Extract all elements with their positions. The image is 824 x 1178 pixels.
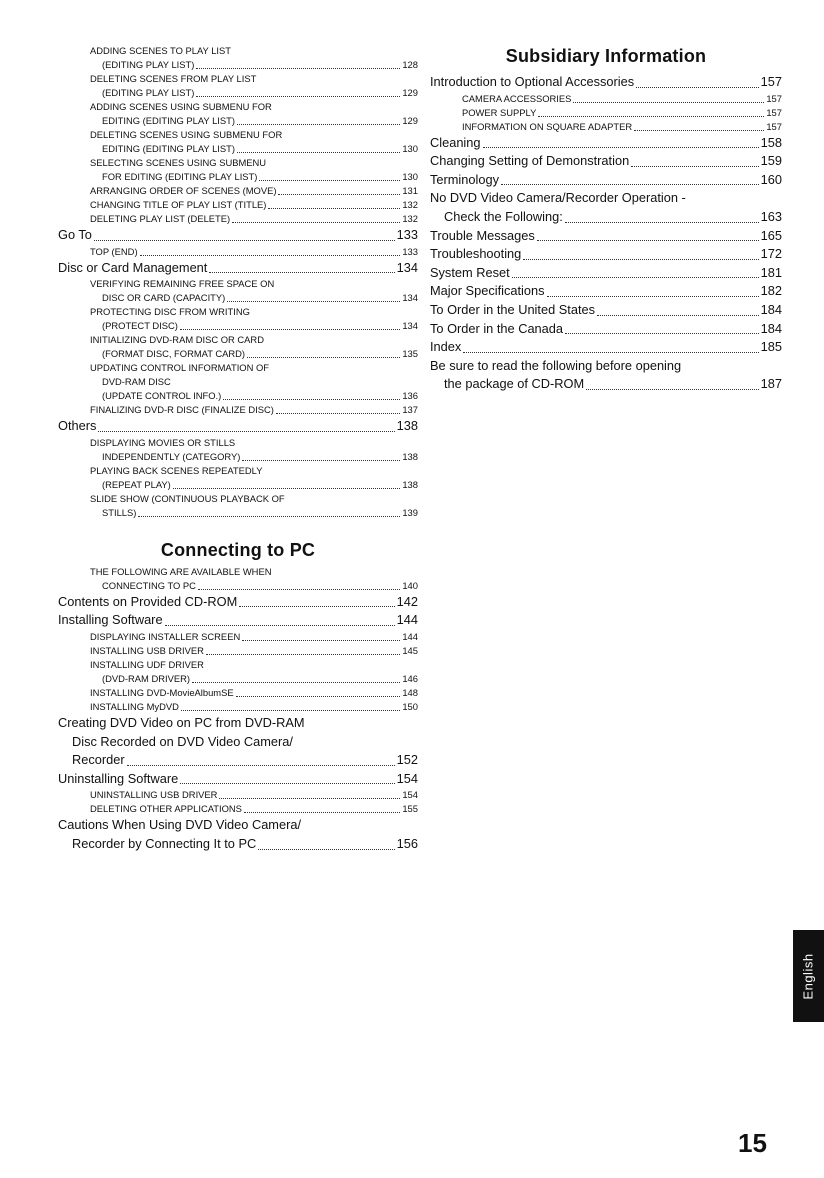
toc-entry-row	[58, 259, 418, 278]
toc-subentry	[58, 277, 418, 305]
toc-entry	[430, 357, 782, 394]
page-number: 15	[738, 1128, 767, 1158]
toc-entry-row	[90, 686, 418, 700]
toc-entry-text: Uninstalling Software	[58, 770, 179, 786]
toc-entry-row	[430, 227, 782, 246]
toc-list-editing	[58, 44, 418, 520]
toc-page-number: 150	[402, 700, 418, 712]
toc-entry-text: DELETING SCENES USING SUBMENU FOR	[90, 129, 283, 140]
dot-leader	[565, 333, 759, 334]
dot-leader	[636, 87, 758, 88]
language-side-tab	[793, 930, 824, 1022]
toc-entry-text: (REPEAT PLAY)	[102, 478, 171, 490]
toc-subentry	[58, 198, 418, 212]
dot-leader	[206, 654, 400, 655]
toc-page-number: 135	[402, 348, 418, 360]
toc-entry	[58, 770, 418, 789]
dot-leader	[196, 96, 400, 97]
toc-entry	[430, 320, 782, 339]
toc-entry-text: STILLS)	[102, 506, 137, 518]
toc-entry-text: Contents on Provided CD-ROM	[58, 593, 238, 609]
toc-entry-text: THE FOLLOWING ARE AVAILABLE WHEN	[90, 565, 272, 577]
toc-entry-text: Others	[58, 418, 97, 434]
toc-page-number: 148	[402, 686, 418, 698]
toc-entry-text: ADDING SCENES TO PLAY LIST	[90, 45, 232, 56]
toc-page-number: 136	[402, 390, 418, 402]
toc-subentry	[58, 44, 418, 72]
toc-entry-row	[90, 478, 418, 492]
toc-entry-row	[90, 184, 418, 198]
toc-entry-text: (EDITING PLAY LIST)	[102, 87, 195, 98]
toc-entry-text: Installing Software	[58, 612, 163, 628]
toc-entry-text: Disc Recorded on DVD Video Camera/	[72, 733, 293, 749]
dot-leader	[196, 68, 400, 69]
toc-entry-row	[90, 403, 418, 417]
toc-entry-text: EDITING (EDITING PLAY LIST)	[102, 143, 236, 154]
toc-subentry	[58, 72, 418, 100]
toc-subentry	[430, 92, 782, 106]
toc-page-number: 144	[402, 630, 418, 642]
toc-entry-row	[90, 788, 418, 802]
toc-page-number: 140	[402, 579, 418, 591]
toc-entry	[430, 134, 782, 153]
toc-entry-text: PROTECTING DISC FROM WRITING	[90, 306, 250, 318]
dot-leader	[242, 460, 400, 461]
toc-entry-text: Terminology	[430, 171, 499, 187]
toc-page-number: 146	[402, 672, 418, 684]
toc-entry-row	[90, 672, 418, 686]
toc-entry-text: DELETING SCENES FROM PLAY LIST	[90, 73, 257, 84]
toc-page-number: 158	[760, 134, 782, 150]
toc-page-number: 134	[402, 292, 418, 304]
toc-entry-text: Recorder by Connecting It to PC	[72, 835, 257, 851]
toc-entry-row	[90, 58, 418, 72]
toc-entry	[58, 816, 418, 853]
dot-leader	[247, 357, 400, 358]
toc-entry-row	[430, 245, 782, 264]
dot-leader	[236, 696, 401, 697]
toc-entry-row	[90, 579, 418, 593]
dot-leader	[94, 240, 395, 241]
toc-entry	[58, 714, 418, 770]
toc-subentry	[58, 686, 418, 700]
dot-leader	[523, 259, 758, 260]
toc-subentry	[58, 403, 418, 417]
language-label: English	[801, 952, 817, 1000]
toc-entry	[430, 189, 782, 226]
dot-leader	[242, 640, 400, 641]
toc-page-number: 132	[402, 199, 418, 210]
toc-entry-text: CAMERA ACCESSORIES	[462, 92, 572, 104]
dot-leader	[239, 606, 394, 607]
toc-page-number: 133	[402, 245, 418, 257]
toc-page-number: 128	[402, 59, 418, 70]
toc-entry-text: Trouble Messages	[430, 227, 535, 243]
toc-entry-text: To Order in the United States	[430, 301, 596, 317]
toc-page-number: 163	[760, 208, 782, 224]
toc-entry	[58, 417, 418, 436]
dot-leader	[237, 152, 400, 153]
toc-entry-row	[430, 375, 782, 394]
dot-leader	[547, 296, 759, 297]
toc-entry-text: INSTALLING MyDVD	[90, 700, 179, 712]
toc-page-number: 187	[760, 376, 782, 392]
toc-entry-row	[430, 171, 782, 190]
toc-page-number: 133	[396, 227, 418, 242]
dot-leader	[463, 352, 758, 353]
toc-entry-row	[90, 291, 418, 305]
toc-entry	[430, 227, 782, 246]
dot-leader	[237, 124, 400, 125]
toc-entry-row	[430, 152, 782, 171]
toc-entry	[430, 264, 782, 283]
dot-leader	[165, 625, 395, 626]
toc-page-number: 138	[402, 450, 418, 462]
toc-entry	[430, 282, 782, 301]
toc-page-number: 154	[396, 770, 418, 786]
right-column	[430, 44, 782, 394]
toc-page-number: 130	[402, 171, 418, 182]
toc-page-number: 154	[402, 789, 418, 801]
toc-entry-row	[462, 106, 782, 120]
toc-entry	[430, 152, 782, 171]
dot-leader	[565, 222, 759, 223]
toc-page-number: 165	[760, 227, 782, 243]
toc-page-number: 134	[402, 320, 418, 332]
toc-entry-text: Creating DVD Video on PC from DVD-RAM	[58, 714, 305, 730]
dot-leader	[631, 166, 758, 167]
toc-subentry	[58, 245, 418, 259]
dot-leader	[483, 147, 759, 148]
toc-subentry	[58, 361, 418, 403]
toc-entry-row	[58, 611, 418, 630]
toc-subentry	[58, 464, 418, 492]
toc-page-number: 139	[402, 506, 418, 518]
toc-entry-text: Recorder	[72, 752, 125, 768]
toc-entry-text: POWER SUPPLY	[462, 106, 537, 118]
toc-entry-text: DELETING OTHER APPLICATIONS	[90, 803, 242, 815]
toc-entry-row	[58, 835, 418, 854]
toc-entry-text: Cautions When Using DVD Video Camera/	[58, 817, 302, 833]
toc-list-connecting-to-pc	[58, 565, 418, 854]
toc-entry-text: FINALIZING DVD-R DISC (FINALIZE DISC)	[90, 404, 274, 416]
toc-entry-row	[90, 212, 418, 226]
toc-page-number: 131	[402, 185, 418, 196]
dot-leader	[232, 222, 400, 223]
dot-leader	[127, 765, 395, 766]
toc-entry-text: (FORMAT DISC, FORMAT CARD)	[102, 348, 246, 360]
toc-subentry	[58, 700, 418, 714]
toc-entry-text: DISC OR CARD (CAPACITY)	[102, 292, 226, 304]
toc-subentry	[58, 630, 418, 644]
toc-subentry	[58, 184, 418, 198]
toc-subentry	[58, 644, 418, 658]
toc-entry-row	[90, 198, 418, 212]
dot-leader	[180, 329, 400, 330]
toc-entry	[430, 73, 782, 92]
toc-subentry	[58, 333, 418, 361]
toc-entry-text: Be sure to read the following before opening	[430, 357, 682, 373]
toc-entry-text: SLIDE SHOW (CONTINUOUS PLAYBACK OF	[90, 492, 285, 504]
toc-entry-row	[90, 142, 418, 156]
toc-entry-text: Introduction to Optional Accessories	[430, 74, 635, 89]
section-heading-subsidiary-information: Subsidiary Information	[505, 46, 707, 66]
dot-leader	[538, 116, 764, 117]
toc-entry-row	[90, 347, 418, 361]
dot-leader	[512, 277, 759, 278]
toc-entry-row	[430, 264, 782, 283]
toc-entry-text: INSTALLING UDF DRIVER	[90, 658, 204, 670]
toc-entry-row	[58, 593, 418, 612]
toc-subentry	[58, 565, 418, 593]
dot-leader	[198, 589, 400, 590]
toc-page-number: 157	[766, 92, 782, 104]
toc-entry	[58, 593, 418, 612]
dot-leader	[276, 413, 400, 414]
toc-subentry	[58, 212, 418, 226]
dot-leader	[98, 431, 394, 432]
toc-entry-text: PLAYING BACK SCENES REPEATEDLY	[90, 464, 263, 476]
toc-entry-text: UNINSTALLING USB DRIVER	[90, 789, 218, 801]
toc-page-number: 138	[396, 418, 418, 434]
dot-leader	[181, 710, 400, 711]
toc-entry-text: DVD-RAM DISC	[102, 376, 171, 388]
toc-entry-row	[430, 320, 782, 339]
toc-entry-row	[90, 700, 418, 714]
toc-entry-text: Go To	[58, 227, 92, 242]
toc-entry-text: Index	[430, 339, 462, 355]
toc-entry-row	[430, 338, 782, 357]
toc-subentry	[58, 156, 418, 184]
section-heading-connecting-to-pc: Connecting to PC	[160, 539, 316, 560]
toc-entry-text: EDITING (EDITING PLAY LIST)	[102, 115, 236, 126]
dot-leader	[268, 208, 400, 209]
toc-entry	[430, 301, 782, 320]
toc-entry-text: INSTALLING DVD-MovieAlbumSE	[90, 686, 234, 698]
toc-entry-row	[90, 802, 418, 816]
toc-entry-text: ADDING SCENES USING SUBMENU FOR	[90, 101, 272, 112]
toc-entry-row	[58, 770, 418, 789]
toc-page-number: 145	[402, 644, 418, 656]
toc-entry-text: DISPLAYING INSTALLER SCREEN	[90, 630, 241, 642]
toc-page-number: 134	[396, 259, 418, 275]
dot-leader	[278, 194, 400, 195]
toc-page-number: 152	[396, 752, 418, 768]
toc-subentry	[58, 100, 418, 128]
toc-subentry	[58, 436, 418, 464]
toc-entry-row	[90, 86, 418, 100]
toc-page-number: 132	[402, 213, 418, 224]
toc-subentry	[58, 788, 418, 802]
toc-entry	[58, 259, 418, 278]
toc-subentry	[58, 802, 418, 816]
toc-entry-text: Disc or Card Management	[58, 259, 208, 275]
dot-leader	[244, 812, 400, 813]
toc-entry-text: INSTALLING USB DRIVER	[90, 644, 204, 656]
toc-entry-row	[90, 114, 418, 128]
toc-page-number: 181	[760, 264, 782, 280]
toc-entry-text: INFORMATION ON SQUARE ADAPTER	[462, 120, 633, 132]
toc-entry-text: Major Specifications	[430, 283, 545, 299]
dot-leader	[209, 272, 394, 273]
toc-entry-row	[90, 319, 418, 333]
toc-entry	[430, 171, 782, 190]
toc-entry-text: (UPDATE CONTROL INFO.)	[102, 390, 222, 402]
toc-entry-row	[58, 226, 418, 245]
toc-entry-text: Troubleshooting	[430, 246, 522, 262]
toc-entry	[430, 338, 782, 357]
toc-entry-row	[90, 450, 418, 464]
toc-entry-row	[430, 73, 782, 92]
toc-entry-row	[430, 134, 782, 153]
toc-entry-text: To Order in the Canada	[430, 320, 564, 336]
toc-page-number: 156	[396, 835, 418, 851]
toc-page-number: 144	[396, 612, 418, 628]
toc-entry-row	[90, 644, 418, 658]
dot-leader	[138, 516, 400, 517]
toc-page-number: 142	[396, 593, 418, 609]
dot-leader	[180, 783, 394, 784]
toc-page-number: 160	[760, 171, 782, 187]
dot-leader	[192, 682, 400, 683]
toc-page-number: 137	[402, 404, 418, 416]
toc-entry-row	[430, 301, 782, 320]
toc-list-subsidiary-information	[430, 73, 782, 394]
toc-entry-text: System Reset	[430, 264, 510, 280]
toc-entry-text: CONNECTING TO PC	[102, 579, 196, 591]
left-column	[58, 44, 418, 854]
toc-page-number: 155	[402, 803, 418, 815]
toc-entry-text: INDEPENDENTLY (CATEGORY)	[102, 450, 241, 462]
toc-entry-row	[90, 389, 418, 403]
dot-leader	[573, 102, 764, 103]
toc-subentry	[430, 106, 782, 120]
toc-page-number: 184	[760, 301, 782, 317]
toc-page-number: 172	[760, 246, 782, 262]
toc-entry-row	[58, 751, 418, 770]
toc-subentry	[58, 492, 418, 520]
dot-leader	[223, 399, 400, 400]
toc-page-number: 184	[760, 320, 782, 336]
dot-leader	[501, 184, 759, 185]
toc-entry-text: CHANGING TITLE OF PLAY LIST (TITLE)	[90, 199, 267, 210]
toc-page-number: 157	[766, 120, 782, 132]
toc-entry-text: (EDITING PLAY LIST)	[102, 59, 195, 70]
toc-entry	[430, 245, 782, 264]
toc-subentry	[58, 305, 418, 333]
toc-page-number: 129	[402, 87, 418, 98]
toc-entry-text: ARRANGING ORDER OF SCENES (MOVE)	[90, 185, 277, 196]
toc-page-number: 157	[760, 74, 782, 89]
toc-entry-row	[90, 245, 418, 259]
toc-entry-text: DELETING PLAY LIST (DELETE)	[90, 213, 231, 224]
dot-leader	[173, 488, 401, 489]
toc-entry-text: Cleaning	[430, 134, 481, 150]
toc-page-number: 159	[760, 153, 782, 169]
toc-entry-text: (DVD-RAM DRIVER)	[102, 672, 191, 684]
toc-entry-text: No DVD Video Camera/Recorder Operation -	[430, 190, 686, 206]
dot-leader	[259, 180, 400, 181]
toc-page-number: 138	[402, 478, 418, 490]
toc-entry-row	[90, 170, 418, 184]
dot-leader	[219, 798, 400, 799]
toc-entry	[58, 226, 418, 245]
toc-entry-text: Changing Setting of Demonstration	[430, 153, 630, 169]
dot-leader	[634, 130, 764, 131]
toc-entry-row	[90, 506, 418, 520]
toc-subentry	[430, 120, 782, 134]
toc-page-number: 157	[766, 106, 782, 118]
toc-page-number: 130	[402, 143, 418, 154]
toc-entry-text: VERIFYING REMAINING FREE SPACE ON	[90, 278, 275, 290]
toc-entry	[58, 611, 418, 630]
toc-subentry	[58, 128, 418, 156]
toc-entry-text: Check the Following:	[444, 208, 563, 224]
toc-entry-text: INITIALIZING DVD-RAM DISC OR CARD	[90, 334, 264, 346]
toc-entry-row	[430, 282, 782, 301]
toc-page-number: 129	[402, 115, 418, 126]
dot-leader	[227, 301, 400, 302]
toc-entry-row	[462, 120, 782, 134]
dot-leader	[586, 389, 759, 390]
toc-entry-row	[58, 417, 418, 436]
toc-subentry	[58, 658, 418, 686]
toc-page-number: 182	[760, 283, 782, 299]
toc-entry-text: the package of CD-ROM	[444, 376, 585, 392]
dot-leader	[537, 240, 759, 241]
toc-entry-row	[430, 208, 782, 227]
toc-entry-text: DISPLAYING MOVIES OR STILLS	[90, 436, 236, 448]
toc-entry-text: (PROTECT DISC)	[102, 320, 178, 332]
toc-entry-row	[462, 92, 782, 106]
toc-page-number: 185	[760, 339, 782, 355]
toc-entry-text: UPDATING CONTROL INFORMATION OF	[90, 362, 269, 374]
toc-entry-text: FOR EDITING (EDITING PLAY LIST)	[102, 171, 258, 182]
toc-entry-text: SELECTING SCENES USING SUBMENU	[90, 157, 267, 168]
toc-entry-text: TOP (END)	[90, 245, 138, 257]
dot-leader	[597, 315, 759, 316]
toc-entry-row	[90, 630, 418, 644]
dot-leader	[140, 255, 401, 256]
dot-leader	[258, 849, 394, 850]
